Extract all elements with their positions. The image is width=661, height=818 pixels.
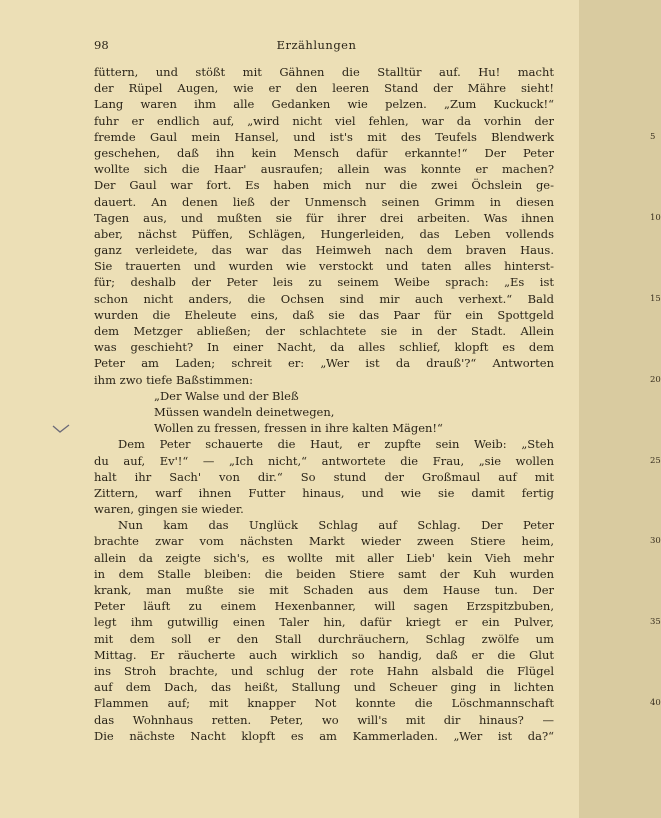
text-line: ins Stroh brachte, und schlug der rote Hahn alsbald die Flügel: [94, 663, 554, 678]
text-line: aber, nächst Püffen, Schlägen, Hungerleiden, das Leben vollends: [94, 226, 554, 241]
text-line: ganz verleidete, das war das Heimweh nach dem braven Haus.: [94, 243, 554, 258]
text-line: der Rüpel Augen, wie er den leeren Stand der Mähre sieht!: [94, 81, 554, 96]
text-line: Dem Peter schauerte die Haut, er zupfte sein Weib: „Steh: [118, 437, 554, 452]
line-number: 35: [650, 617, 661, 628]
text-line: allein da zeigte sich's, es wollte mit aller Lieb' kein Vieh mehr: [94, 550, 554, 565]
text-line: für; deshalb der Peter leis zu seinem Weibe sprach: „Es ist: [94, 275, 554, 290]
text-line: Die nächste Nacht klopft es am Kammerladen. „Wer ist da?“: [94, 728, 554, 743]
text-line: füttern, und stößt mit Gähnen die Stalltür auf. Hu! macht: [94, 65, 554, 79]
verse-line: „Der Walse und der Bleß: [154, 388, 299, 403]
text-line: in dem Stalle bleiben: die beiden Stiere samt der Kuh wurden: [94, 566, 554, 581]
page-number: 98: [94, 38, 109, 52]
running-title: Erzählungen: [276, 38, 357, 52]
text-line: Peter am Laden; schreit er: „Wer ist da drauß'?“ Antworten: [94, 356, 554, 371]
verse-line: Müssen wandeln deinetwegen,: [154, 404, 335, 419]
text-line: Lang waren ihm alle Gedanken wie pelzen. „Zum Kuckuck!“: [94, 97, 554, 112]
text-line: Nun kam das Unglück Schlag auf Schlag. Der Peter: [118, 518, 554, 533]
text-line: [94, 291, 661, 307]
line-number: 5: [650, 131, 656, 142]
line-number: 10: [650, 212, 661, 223]
text-line: wurden die Eheleute eins, daß sie das Paar für ein Spottgeld: [94, 307, 554, 322]
text-line: mit dem soll er den Stall durchräuchern, Schlag zwölfe um: [94, 631, 554, 646]
line-number: 40: [650, 698, 661, 709]
text-line: krank, man mußte sie mit Schaden aus dem Hause tun. Der: [94, 583, 554, 597]
text-line: dem Metzger abließen; der schlachtete sie in der Stadt. Allein: [94, 324, 554, 338]
line-number: 20: [650, 374, 661, 385]
margin-pencil-mark: [52, 424, 70, 434]
text-line: wollte sich die Haar' ausraufen; allein was konnte er machen?: [94, 162, 554, 177]
text-line: waren, gingen sie wieder.: [94, 502, 244, 517]
text-line: Zittern, warf ihnen Futter hinaus, und wie sie damit fertig: [94, 485, 554, 500]
page-header: [94, 38, 539, 52]
text-line: das Wohnhaus retten. Peter, wo will's mit dir hinaus? —: [94, 712, 554, 727]
text-line: [94, 372, 661, 388]
text-line: [94, 533, 661, 549]
text-line: fuhr er endlich auf, „wird nicht viel fehlen, war da vorhin der: [94, 113, 554, 128]
text-line: [94, 129, 656, 145]
text-line: Mittag. Er räucherte auch wirklich so handig, daß er die Glut: [94, 647, 554, 662]
verse-line: Wollen zu fressen, fressen in ihre kalten Mägen!“: [154, 421, 443, 436]
text-line: [94, 614, 661, 630]
line-text: ihm zwo tiefe Baßstimmen:: [94, 372, 254, 387]
text-line: geschehen, daß ihn kein Mensch dafür erkannte!“ Der Peter: [94, 145, 554, 160]
text-line: auf dem Dach, das heißt, Stallung und Scheuer ging in lichten: [94, 680, 554, 695]
line-number: 15: [650, 293, 661, 304]
text-body: [94, 64, 661, 744]
text-line: dauert. An denen ließ der Unmensch seinen Grimm in diesen: [94, 194, 554, 209]
line-text: fremde Gaul mein Hansel, und ist's mit des Teufels Blendwerk: [94, 129, 554, 144]
text-line: was geschieht? In einer Nacht, da alles schlief, klopft es dem: [94, 340, 554, 355]
line-text: du auf, Ev'!“ — „Ich nicht,“ antwortete die Frau, „sie wollen: [94, 453, 554, 468]
text-line: [94, 453, 661, 469]
line-text: Flammen auf; mit knapper Not konnte die Löschmannschaft: [94, 696, 554, 711]
line-text: legt ihm gutwillig einen Taler hin, dafür kriegt er ein Pulver,: [94, 615, 554, 630]
text-line: Der Gaul war fort. Es haben mich nur die zwei Öchslein ge-: [94, 178, 554, 193]
text-line: Peter läuft zu einem Hexenbanner, will sagen Erzspitzbuben,: [94, 599, 554, 614]
line-number: 30: [650, 536, 661, 547]
line-text: schon nicht anders, die Ochsen sind mir auch verhext.“ Bald: [94, 291, 554, 306]
line-number: 25: [650, 455, 661, 466]
text-line: halt ihr Sach' von dir.“ So stund der Großmaul auf mit: [94, 469, 554, 484]
text-line: [94, 210, 661, 226]
text-line: [94, 695, 661, 711]
line-text: Tagen aus, und mußten sie für ihrer drei arbeiten. Was ihnen: [94, 210, 554, 225]
text-line: Sie trauerten und wurden wie verstockt und taten alles hinterst-: [94, 259, 554, 274]
line-text: brachte zwar vom nächsten Markt wieder zween Stiere heim,: [94, 534, 554, 549]
